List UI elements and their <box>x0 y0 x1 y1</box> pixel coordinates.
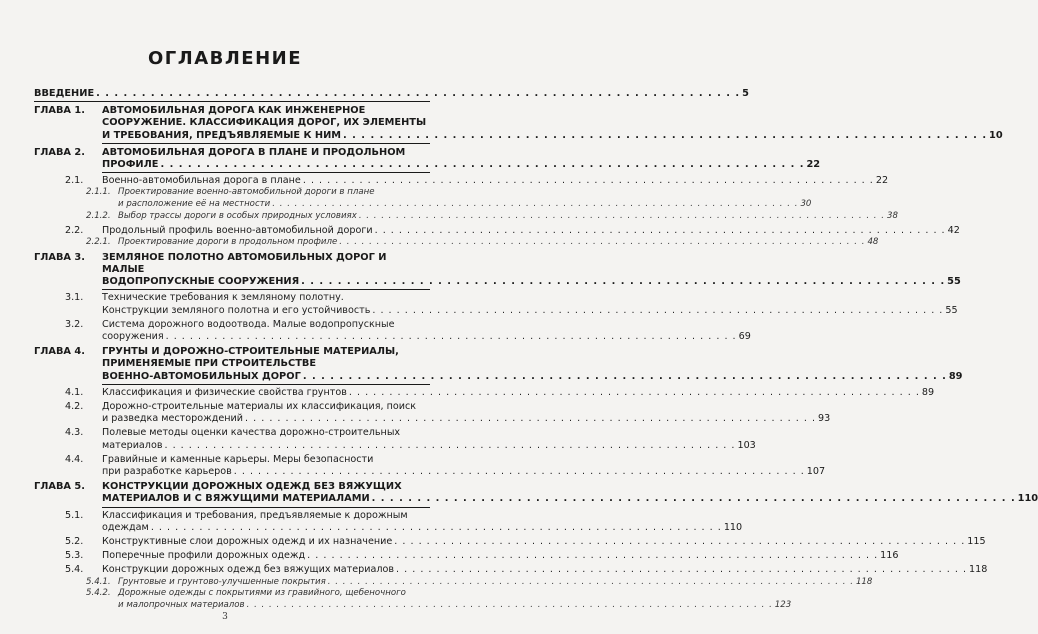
toc-entry[interactable] <box>34 564 988 576</box>
toc-entry-number: 5.2. <box>65 536 84 548</box>
toc-page-number: 89 <box>921 386 935 398</box>
dot-leader: . . . . . . . . . . . . . . . . . . . . . . . . . . . . . . . . . . . . . . . . . . . . . . . . . . . . . . . . . . . . . . . . . . . . . . . <box>302 370 947 382</box>
toc-entry-number: 5.4.2. <box>86 588 111 599</box>
toc-entry-number: 5.3. <box>65 550 84 562</box>
page-title: ОГЛАВЛЕНИЕ <box>147 48 303 69</box>
toc-page-number: 22 <box>875 175 889 187</box>
dot-leader: . . . . . . . . . . . . . . . . . . . . . . . . . . . . . . . . . . . . . . . . . . . . . . . . . . . . . . . . . . . . . . . . . . . . . . . <box>372 304 944 316</box>
toc-entry-number: 3.1. <box>65 292 84 304</box>
toc-entry-text: ВОДОПРОПУСКНЫЕ СООРУЖЕНИЯ <box>102 276 300 288</box>
toc-page-number: 5 <box>742 88 749 99</box>
toc-entry-text: ГРУНТЫ И ДОРОЖНО-СТРОИТЕЛЬНЫЕ МАТЕРИАЛЫ, <box>102 346 399 358</box>
toc-entry-number: 2.1.1. <box>86 187 111 198</box>
dot-leader: . . . . . . . . . . . . . . . . . . . . . . . . . . . . . . . . . . . . . . . . . . . . . . . . . . . . . . . . . . . . . . . . . . . . . . . <box>164 439 736 451</box>
toc-page-number: 69 <box>738 331 751 343</box>
toc-entry[interactable] <box>34 88 749 102</box>
toc-entry-text: Полевые методы оценки качества дорожно-строительных <box>102 427 401 439</box>
toc-page-number: 115 <box>967 536 986 548</box>
toc-page-number: 107 <box>806 466 826 478</box>
toc-entry[interactable] <box>34 588 792 612</box>
toc-entry-text: ЗЕМЛЯНОЕ ПОЛОТНО АВТОМОБИЛЬНЫХ ДОРОГ И МАЛЫЕ <box>102 251 387 276</box>
toc-entry[interactable] <box>34 427 756 451</box>
toc-entry-text: Дорожно-строительные материалы их классификация, поиск <box>102 401 417 413</box>
toc-entry-number: ГЛАВА 1. <box>34 105 85 117</box>
toc-page-number: 55 <box>945 304 958 316</box>
dot-leader: . . . . . . . . . . . . . . . . . . . . . . . . . . . . . . . . . . . . . . . . . . . . . . . . . . . . . . . . . . . . . . . . . . . . . . . <box>272 199 799 210</box>
dot-leader: . . . . . . . . . . . . . . . . . . . . . . . . . . . . . . . . . . . . . . . . . . . . . . . . . . . . . . . . . . . . . . . . . . . . . . . <box>371 493 1016 505</box>
toc-entry-text: ПРИМЕНЯЕМЫЕ ПРИ СТРОИТЕЛЬСТВЕ <box>102 358 317 370</box>
toc-page-number: 103 <box>737 439 756 451</box>
toc-entry-text: Конструкции дорожных одежд без вяжущих материалов <box>102 564 395 576</box>
toc-page-number: 48 <box>867 237 879 248</box>
toc-entry[interactable] <box>34 386 935 399</box>
toc-entry-number: 3.2. <box>65 318 84 330</box>
toc-entry-text: Военно-автомобильная дорога в плане <box>102 175 301 187</box>
toc-entry[interactable] <box>34 536 986 548</box>
dot-leader: . . . . . . . . . . . . . . . . . . . . . . . . . . . . . . . . . . . . . . . . . . . . . . . . . . . . . . . . . . . . . . . . . . . . . . . <box>302 175 874 187</box>
toc-entry-number: ГЛАВА 3. <box>34 251 85 263</box>
toc-entry[interactable] <box>34 187 812 211</box>
dot-leader: . . . . . . . . . . . . . . . . . . . . . . . . . . . . . . . . . . . . . . . . . . . . . . . . . . . . . . . . . . . . . . . . . . . . . . . <box>394 536 966 548</box>
toc-entry-number: ГЛАВА 4. <box>34 346 85 358</box>
toc-entry[interactable] <box>34 453 826 478</box>
dot-leader: . . . . . . . . . . . . . . . . . . . . . . . . . . . . . . . . . . . . . . . . . . . . . . . . . . . . . . . . . . . . . . . . . . . . . . . <box>307 550 879 562</box>
dot-leader: . . . . . . . . . . . . . . . . . . . . . . . . . . . . . . . . . . . . . . . . . . . . . . . . . . . . . . . . . . . . . . . . . . . . . . . <box>396 564 968 576</box>
toc-entry-text: Проектирование дороги в продольном профиле <box>118 237 338 248</box>
toc-entry[interactable] <box>34 224 960 237</box>
dot-leader: . . . . . . . . . . . . . . . . . . . . . . . . . . . . . . . . . . . . . . . . . . . . . . . . . . . . . . . . . . . . . . . . . . . . . . . <box>246 600 773 611</box>
toc-entry-number: 2.1. <box>65 175 84 187</box>
toc-entry-text: Конструкции земляного полотна и его устойчивость <box>102 304 371 316</box>
toc-page-number: 30 <box>800 199 812 210</box>
dot-leader: . . . . . . . . . . . . . . . . . . . . . . . . . . . . . . . . . . . . . . . . . . . . . . . . . . . . . . . . . . . . . . . . . . . . . . . <box>165 331 737 343</box>
toc-entry[interactable] <box>34 509 743 534</box>
dot-leader: . . . . . . . . . . . . . . . . . . . . . . . . . . . . . . . . . . . . . . . . . . . . . . . . . . . . . . . . . . . . . . . . . . . . . . . <box>150 521 722 533</box>
toc-page-number: 93 <box>818 413 831 425</box>
toc-entry-number: ГЛАВА 2. <box>34 146 85 158</box>
toc-entry[interactable] <box>34 251 961 291</box>
toc-entry-text: АВТОМОБИЛЬНАЯ ДОРОГА В ПЛАНЕ И ПРОДОЛЬНОМ <box>102 146 406 158</box>
toc-entry[interactable] <box>34 318 751 343</box>
toc-entry-number: ГЛАВА 5. <box>34 481 85 493</box>
toc-page-number: 116 <box>880 550 899 562</box>
toc-entry-text: И ТРЕБОВАНИЯ, ПРЕДЪЯВЛЯЕМЫЕ К НИМ <box>102 129 342 141</box>
toc-entry-text: КОНСТРУКЦИИ ДОРОЖНЫХ ОДЕЖД БЕЗ ВЯЖУЩИХ <box>102 481 402 493</box>
toc-entry-text: Конструктивные слои дорожных одежд и их назначение <box>102 536 393 548</box>
toc-entry-text: и малопрочных материалов <box>118 600 245 611</box>
toc-page-number: 38 <box>886 211 898 222</box>
toc-entry-text: Технические требования к земляному полотну. <box>102 292 344 304</box>
toc-entry[interactable] <box>34 211 898 223</box>
toc-entry[interactable] <box>34 237 879 249</box>
toc-entry-text: Выбор трассы дороги в особых природных условиях <box>118 211 357 222</box>
toc-entry-text: одеждам <box>102 521 149 533</box>
page-number: 3 <box>222 612 228 622</box>
dot-leader: . . . . . . . . . . . . . . . . . . . . . . . . . . . . . . . . . . . . . . . . . . . . . . . . . . . . . . . . . . . . . . . . . . . . . . . <box>96 88 741 99</box>
toc-entry[interactable] <box>34 175 889 187</box>
toc-entry-text: Продольный профиль военно-автомобильной дороги <box>102 224 373 236</box>
toc-entry[interactable] <box>34 146 821 173</box>
dot-leader: . . . . . . . . . . . . . . . . . . . . . . . . . . . . . . . . . . . . . . . . . . . . . . . . . . . . . . . . . . . . . . . . . . . . . . . <box>358 211 885 222</box>
toc-entry-text: при разработке карьеров <box>102 466 232 478</box>
toc-entry-text: ВВЕДЕНИЕ <box>34 88 95 99</box>
toc-page-number: 89 <box>948 370 963 382</box>
table-of-contents <box>34 87 1038 612</box>
dot-leader: . . . . . . . . . . . . . . . . . . . . . . . . . . . . . . . . . . . . . . . . . . . . . . . . . . . . . . . . . . . . . . . . . . . . . . . <box>339 237 866 248</box>
toc-entry[interactable] <box>34 346 963 385</box>
toc-entry-text: ПРОФИЛЕ <box>102 159 159 171</box>
toc-entry-text: Грунтовые и грунтово-улучшенные покрытия <box>118 576 326 587</box>
toc-entry-number: 2.1.2. <box>86 211 111 222</box>
toc-entry-text: и разведка месторождений <box>102 413 244 425</box>
toc-entry-text: и расположение её на местности <box>118 199 271 210</box>
toc-entry[interactable] <box>34 105 1003 144</box>
toc-entry-text: Поперечные профили дорожных одежд <box>102 550 306 562</box>
toc-entry[interactable] <box>34 576 873 589</box>
toc-entry-number: 4.3. <box>65 427 84 439</box>
dot-leader: . . . . . . . . . . . . . . . . . . . . . . . . . . . . . . . . . . . . . . . . . . . . . . . . . . . . . . . . . . . . . . . . . . . . . . . <box>374 224 946 236</box>
toc-entry-text: Дорожные одежды с покрытиями из гравийного, щебеночного <box>118 588 406 599</box>
dot-leader: . . . . . . . . . . . . . . . . . . . . . . . . . . . . . . . . . . . . . . . . . . . . . . . . . . . . . . . . . . . . . . . . . . . . . . . <box>301 276 946 288</box>
toc-entry-number: 4.4. <box>65 453 84 465</box>
toc-entry-text: АВТОМОБИЛЬНАЯ ДОРОГА КАК ИНЖЕНЕРНОЕ <box>102 105 366 117</box>
toc-page-number: 118 <box>969 564 988 576</box>
toc-page-number: 10 <box>989 129 1003 141</box>
toc-entry-text: СООРУЖЕНИЕ. КЛАССИФИКАЦИЯ ДОРОГ, ИХ ЭЛЕМЕНТЫ <box>102 117 427 129</box>
toc-page-number: 22 <box>806 159 821 171</box>
toc-page-number: 110 <box>723 521 743 533</box>
toc-entry-number: 2.2. <box>65 224 84 236</box>
toc-entry-text: ВОЕННО-АВТОМОБИЛЬНЫХ ДОРОГ <box>102 370 301 382</box>
toc-entry-text: материалов <box>102 439 163 451</box>
toc-entry-text: МАТЕРИАЛОВ И С ВЯЖУЩИМИ МАТЕРИАЛАМИ <box>102 493 370 505</box>
toc-page-number: 55 <box>947 276 961 288</box>
toc-entry-number: 4.2. <box>65 401 84 413</box>
dot-leader: . . . . . . . . . . . . . . . . . . . . . . . . . . . . . . . . . . . . . . . . . . . . . . . . . . . . . . . . . . . . . . . . . . . . . . . <box>343 129 988 141</box>
toc-entry-text: Система дорожного водоотвода. Малые водопропускные <box>102 318 395 330</box>
dot-leader: . . . . . . . . . . . . . . . . . . . . . . . . . . . . . . . . . . . . . . . . . . . . . . . . . . . . . . . . . . . . . . . . . . . . . . . <box>233 466 805 478</box>
toc-entry-text: Классификация и физические свойства грунтов <box>102 386 347 398</box>
toc-entry[interactable] <box>34 401 831 425</box>
toc-entry-number: 5.4. <box>65 564 84 576</box>
toc-entry[interactable] <box>34 550 899 562</box>
toc-entry-number: 4.1. <box>65 386 84 398</box>
toc-page-number: 110 <box>1017 493 1038 505</box>
toc-entry-number: 5.1. <box>65 509 84 521</box>
toc-entry-text: Гравийные и каменные карьеры. Меры безопасности <box>102 453 374 465</box>
toc-entry[interactable] <box>34 481 1038 507</box>
dot-leader: . . . . . . . . . . . . . . . . . . . . . . . . . . . . . . . . . . . . . . . . . . . . . . . . . . . . . . . . . . . . . . . . . . . . . . . <box>327 576 854 587</box>
toc-page-number: 42 <box>947 224 960 236</box>
toc-entry[interactable] <box>34 292 958 316</box>
dot-leader: . . . . . . . . . . . . . . . . . . . . . . . . . . . . . . . . . . . . . . . . . . . . . . . . . . . . . . . . . . . . . . . . . . . . . . . <box>160 159 805 171</box>
toc-entry-text: Классификация и требования, предъявляемые к дорожным <box>102 509 408 521</box>
dot-leader: . . . . . . . . . . . . . . . . . . . . . . . . . . . . . . . . . . . . . . . . . . . . . . . . . . . . . . . . . . . . . . . . . . . . . . . <box>348 386 920 398</box>
toc-page-number: 123 <box>774 600 792 611</box>
dot-leader: . . . . . . . . . . . . . . . . . . . . . . . . . . . . . . . . . . . . . . . . . . . . . . . . . . . . . . . . . . . . . . . . . . . . . . . <box>245 413 817 425</box>
toc-entry-number: 5.4.1. <box>86 576 111 587</box>
toc-entry-text: сооружения <box>102 331 164 343</box>
toc-entry-number: 2.2.1. <box>86 237 111 248</box>
toc-page-number: 118 <box>855 576 873 587</box>
toc-entry-text: Проектирование военно-автомобильной дороги в плане <box>118 187 375 198</box>
